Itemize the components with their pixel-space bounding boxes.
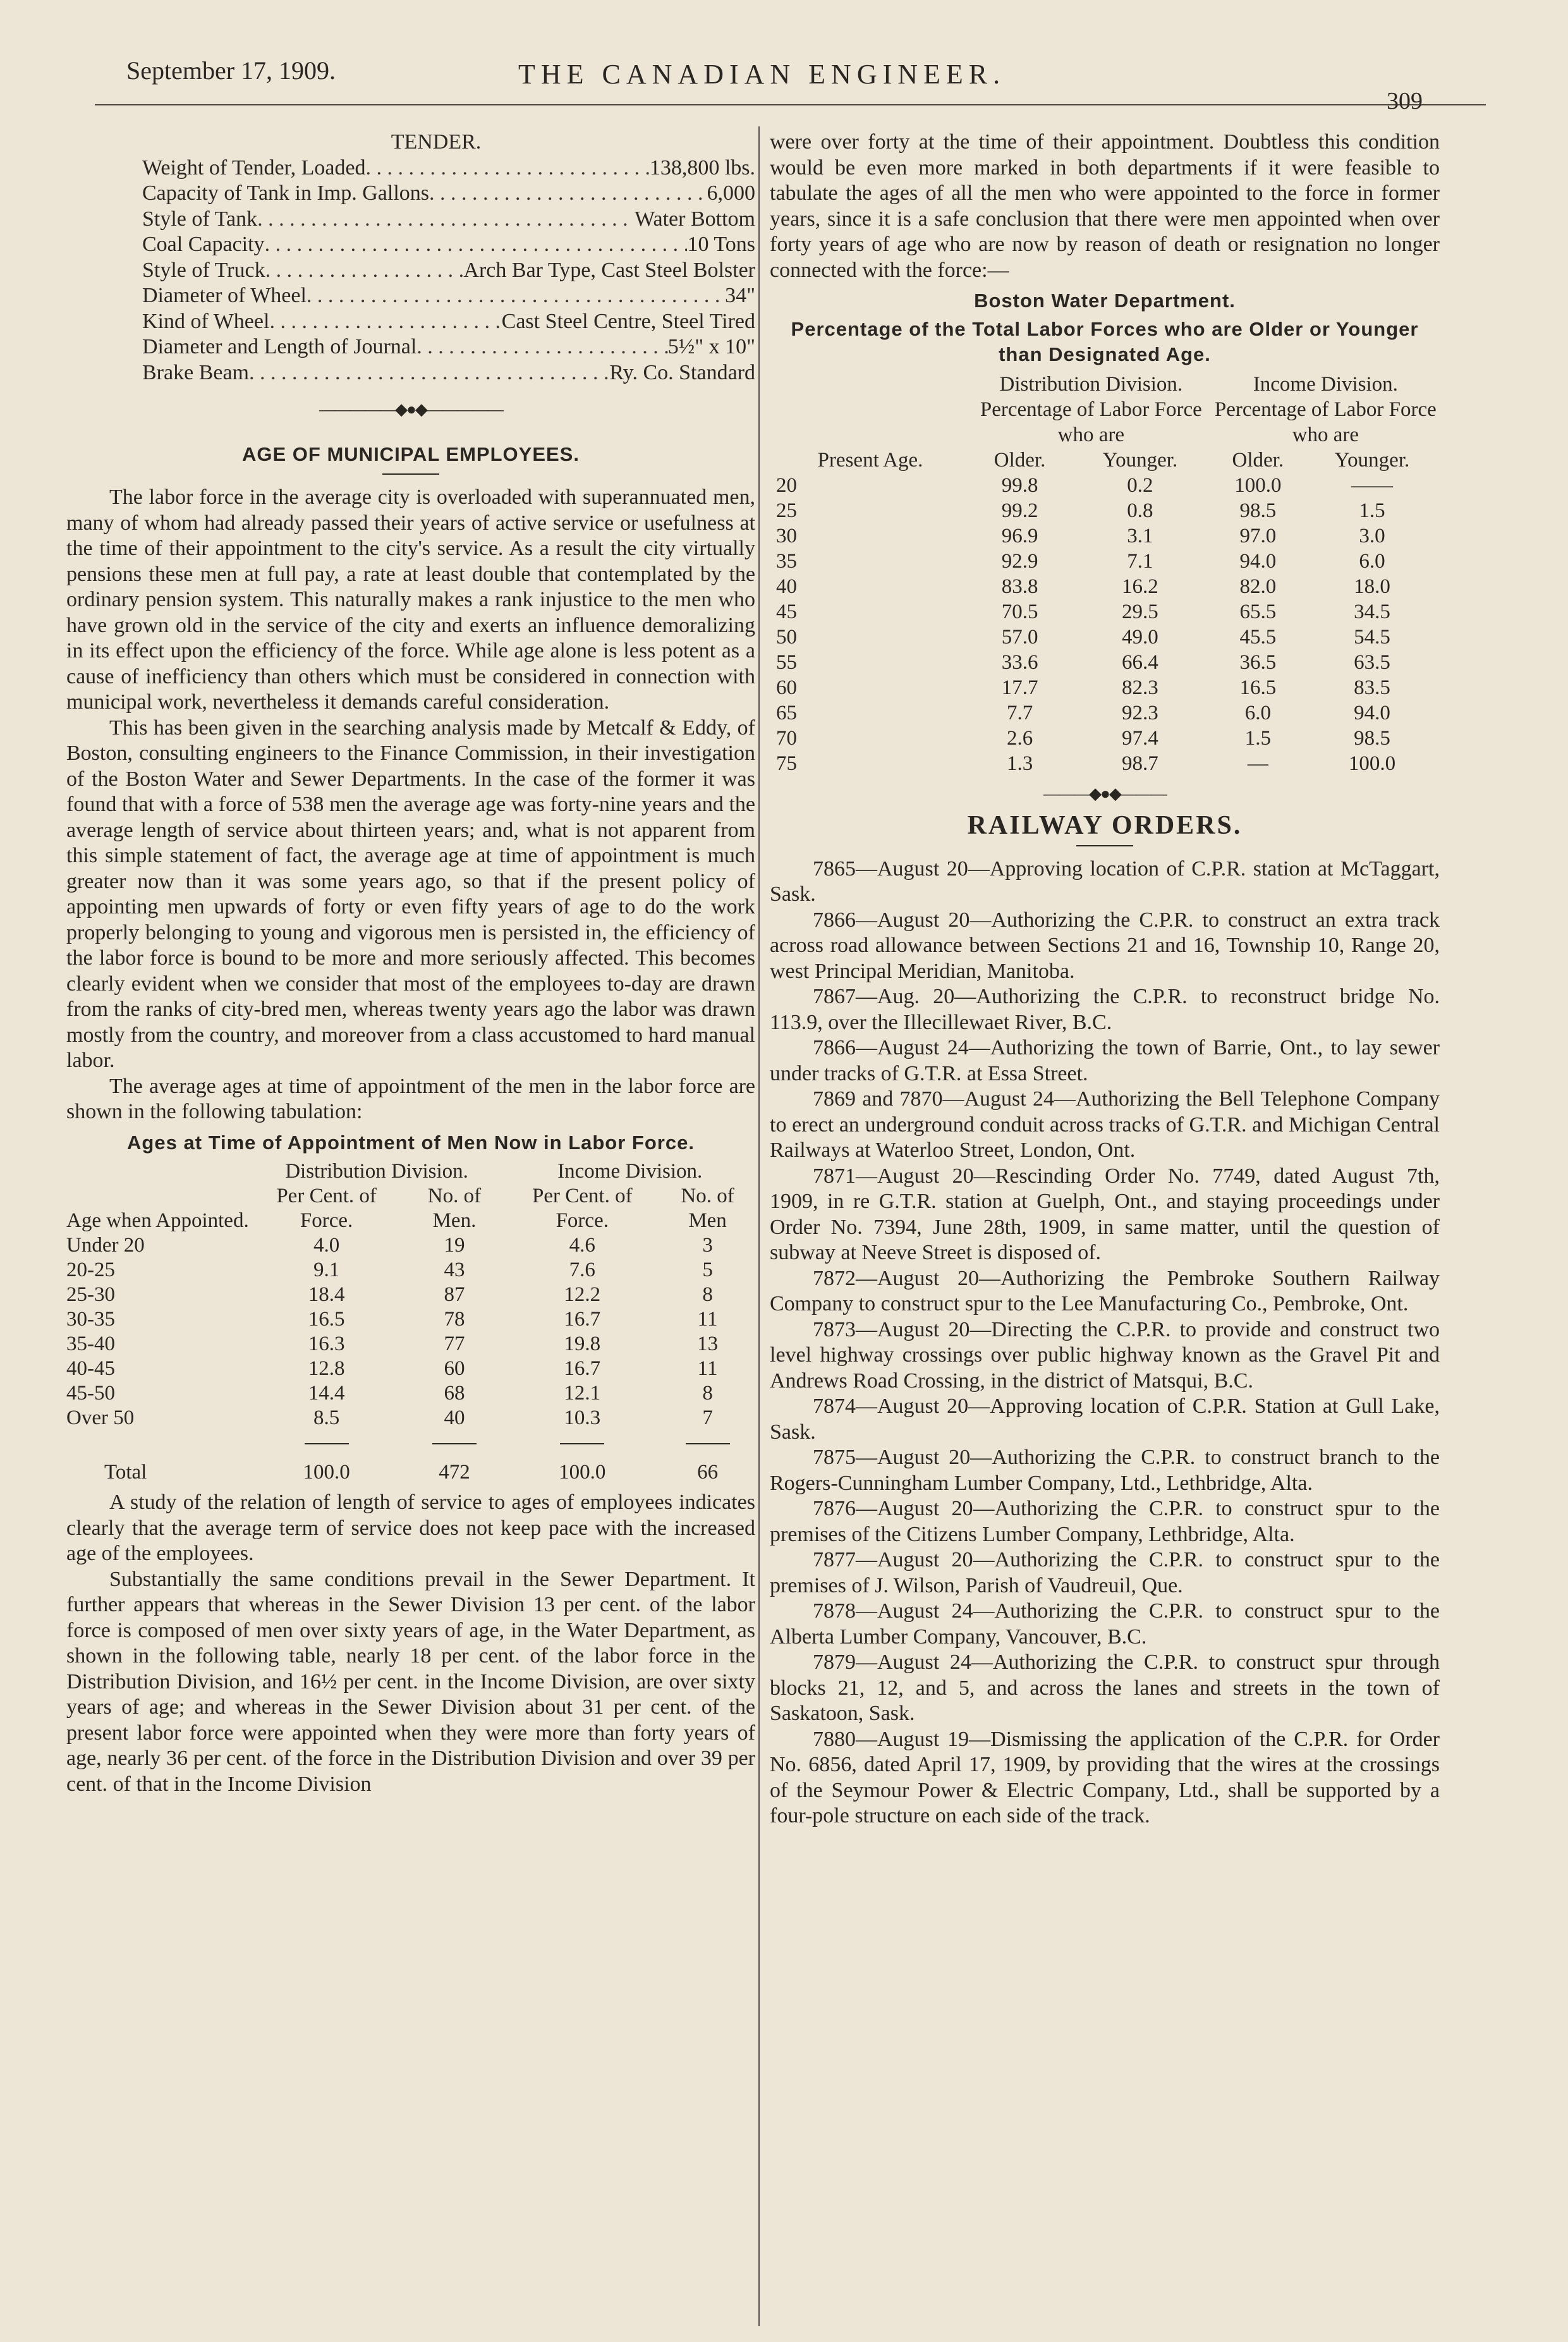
pct-value-cell: 49.0: [1122, 625, 1158, 649]
pct-value-cell: 36.5: [1239, 650, 1277, 674]
pct-value-cell: 3.1: [1127, 524, 1153, 547]
pct-value-cell: 2.6: [1006, 726, 1033, 750]
right-column: [770, 130, 1440, 1829]
dot-leader: [366, 156, 650, 181]
ages-table-col-header: [66, 1184, 755, 1233]
age-range-cell: 35-40: [66, 1333, 115, 1355]
value-cell: 68: [444, 1382, 465, 1405]
railway-order: 7865—August 20—Approving location of C.P.R. station at McTaggart, Sask.: [770, 857, 1440, 906]
ages-table: [66, 1159, 755, 1485]
article-heading: AGE OF MUNICIPAL EMPLOYEES.: [242, 442, 580, 465]
age-range-cell: 40-45: [66, 1357, 115, 1380]
value-cell: 13: [697, 1333, 719, 1355]
pct-value-cell: 33.6: [1001, 650, 1038, 674]
pct-table-row: [770, 574, 1440, 599]
total-cell: 100.0: [303, 1461, 350, 1484]
railway-order: 7873—August 20—Directing the C.P.R. to provide and construct two level highway crossings over public highway known as the Gravel Pit and Andrews Road Crossing, in the district of Matsqui, B.C.: [770, 1317, 1440, 1393]
column-divider: [758, 126, 760, 2326]
pct-value-cell: 54.5: [1354, 625, 1390, 649]
pct-value-cell: 92.9: [1001, 549, 1038, 573]
col-header-age: Age when Appointed.: [66, 1209, 249, 1232]
pct-table-row: [770, 675, 1440, 700]
value-cell: 3: [702, 1234, 713, 1257]
value-cell: 40: [444, 1406, 465, 1429]
value-cell: 16.7: [564, 1357, 601, 1380]
ages-table-rule: [66, 1430, 755, 1455]
pct-value-cell: 97.0: [1239, 524, 1277, 547]
tender-spec-row: [66, 283, 755, 309]
pct-value-cell: 92.3: [1122, 701, 1158, 724]
present-age-cell: 25: [776, 499, 797, 522]
present-age-cell: 45: [776, 600, 797, 623]
pct-value-cell: 29.5: [1122, 600, 1158, 623]
present-age-cell: 60: [776, 676, 797, 699]
age-range-cell: 30-35: [66, 1308, 115, 1331]
pct-value-cell: 45.5: [1239, 625, 1277, 649]
railway-order: 7875—August 20—Authorizing the C.P.R. to construct branch to the Rogers-Cunningham Lumber Company, Ltd., Lethbridge, Alta.: [770, 1446, 1440, 1495]
tender-spec-list: [66, 156, 755, 386]
value-cell: 7: [702, 1406, 713, 1429]
value-cell: 12.1: [564, 1382, 601, 1405]
pct-value-cell: 98.7: [1122, 752, 1158, 775]
spec-value: Arch Bar Type, Cast Steel Bolster: [463, 258, 755, 282]
publication-title: THE CANADIAN ENGINEER.: [518, 59, 1006, 90]
pct-col-header-age: Present Age.: [817, 448, 923, 472]
spec-value: 6,000: [707, 181, 755, 205]
pct-value-cell: 82.0: [1239, 575, 1277, 598]
page-number: 309: [1387, 88, 1423, 114]
railway-order: 7871—August 20—Rescinding Order No. 7749, dated August 7th, 1909, in re G.T.R. station at Guelph, Ont., and staying proceedings under Order No. 7394, June 28th, 1909, in same matter, until the question of subway at Neeve Street is disposed of.: [770, 1164, 1440, 1264]
pct-table-row: [770, 650, 1440, 675]
article-paragraph: Substantially the same conditions prevail in the Sewer Department. It further appears that whereas in the Sewer Division 13 per cent. of the labor force is composed of men over sixty years of age, in the Water Department, as shown in the following table, nearly 18 per cent. of the labor force in the Distribution Division, and 16½ per cent. in the Income Division, are over sixty years of age; and whereas in the Sewer Division about 31 per cent. of the present labor force were appointed when they were more than forty years of age, nearly 36 per cent. of the force in the Distribution Division and over 39 per cent. of that in the Income Division: [66, 1567, 755, 1796]
value-cell: 5: [702, 1259, 713, 1281]
value-cell: 16.5: [308, 1308, 345, 1331]
pct-value-cell: 65.5: [1239, 600, 1277, 623]
pct-value-cell: 1.3: [1006, 752, 1033, 775]
present-age-cell: 55: [776, 650, 797, 674]
pct-table-row: [770, 726, 1440, 751]
pct-value-cell: 6.0: [1359, 549, 1385, 573]
article-paragraph: The average ages at time of appointment of the men in the labor force are shown in the following tabulation:: [66, 1074, 755, 1123]
ornament-divider: ―――――◆●◆―――――: [319, 400, 502, 418]
page-header: [126, 51, 1473, 114]
value-cell: 14.4: [308, 1382, 345, 1405]
present-age-cell: 70: [776, 726, 797, 750]
value-cell: 8: [702, 1283, 713, 1306]
spec-value: 10 Tons: [687, 233, 755, 256]
pct-value-cell: 1.5: [1359, 499, 1385, 522]
tender-spec-row: [66, 181, 755, 207]
railway-order: 7872—August 20—Authorizing the Pembroke Southern Railway Company to construct spur to the Lee Manufacturing Co., Pembroke, Ont.: [770, 1266, 1440, 1315]
pct-value-cell: 100.0: [1234, 473, 1282, 497]
value-cell: 19: [444, 1234, 465, 1257]
age-range-cell: Under 20: [66, 1234, 145, 1257]
dot-leader: [416, 334, 667, 360]
ages-table-row: [66, 1233, 755, 1258]
pct-value-cell: 94.0: [1354, 701, 1390, 724]
pct-value-cell: 70.5: [1001, 600, 1038, 623]
col-header-men: No. of Men.: [427, 1185, 482, 1232]
value-cell: 43: [444, 1259, 465, 1281]
pct-value-cell: 99.2: [1001, 499, 1038, 522]
present-age-cell: 65: [776, 701, 797, 724]
value-cell: 11: [697, 1308, 718, 1331]
spec-label: Kind of Wheel: [142, 309, 270, 333]
value-cell: 7.6: [569, 1259, 595, 1281]
present-age-cell: 50: [776, 625, 797, 649]
total-cell: 100.0: [559, 1461, 606, 1484]
ornament-divider: ―――◆●◆―――: [1043, 784, 1166, 803]
value-cell: 16.7: [564, 1308, 601, 1331]
ages-table-row: [66, 1283, 755, 1307]
age-range-cell: 20-25: [66, 1259, 115, 1281]
ages-table-row: [66, 1357, 755, 1381]
pct-table-row: [770, 498, 1440, 523]
tender-spec-row: [66, 156, 755, 181]
dot-leader: [257, 207, 635, 233]
pct-table-row: [770, 473, 1440, 498]
pct-col-header: Older.: [994, 448, 1046, 472]
tender-spec-row: [66, 334, 755, 360]
dot-leader: [249, 360, 609, 386]
total-cell: 472: [439, 1461, 470, 1484]
total-label: Total: [104, 1461, 147, 1484]
value-cell: 12.2: [564, 1283, 601, 1306]
railway-order: 7879—August 24—Authorizing the C.P.R. to construct spur through blocks 21, 12, and 5, and across the lanes and streets in the town of Saskatoon, Sask.: [770, 1650, 1440, 1725]
dot-leader: [307, 283, 725, 309]
pct-group-header: [770, 372, 1440, 448]
pct-value-cell: 34.5: [1354, 600, 1390, 623]
pct-distribution-header: Distribution Division. Percentage of Labor Force who are: [980, 372, 1202, 446]
tender-spec-row: [66, 258, 755, 284]
article-body-continued: [66, 1490, 755, 1797]
tender-spec-row: [66, 360, 755, 386]
value-cell: 78: [444, 1308, 465, 1331]
pct-col-header: Younger.: [1102, 448, 1178, 472]
pct-table-row: [770, 751, 1440, 776]
age-range-cell: Over 50: [66, 1406, 135, 1429]
railway-order: 7874—August 20—Approving location of C.P.R. Station at Gull Lake, Sask.: [770, 1394, 1440, 1444]
article-continuation: were over forty at the time of their appointment. Doubtless this condition would be even more marked in both departments if it were feasible to tabulate the ages of all the men who were appointed to the force in former years, since it is a safe conclusion that there were men appointed when over forty years of age who are now by reason of death or resignation no longer connected with the force:—: [770, 130, 1440, 282]
pct-table-row: [770, 599, 1440, 625]
pct-value-cell: 18.0: [1354, 575, 1390, 598]
pct-value-cell: 83.5: [1354, 676, 1390, 699]
dot-leader: [265, 258, 464, 284]
railway-heading: RAILWAY ORDERS.: [967, 811, 1243, 840]
ages-table-row: [66, 1307, 755, 1332]
value-cell: 87: [444, 1283, 465, 1306]
ages-table-row: [66, 1406, 755, 1430]
heading-rule: [1076, 845, 1133, 846]
railway-order: 7866—August 20—Authorizing the C.P.R. to construct an extra track across road allowance between Sections 21 and 16, Township 10, Range 20, west Principal Meridian, Manitoba.: [770, 908, 1440, 983]
pct-value-cell: ——: [1351, 473, 1393, 497]
pct-table-row: [770, 549, 1440, 574]
dot-leader: [269, 309, 501, 335]
article-body: [66, 485, 755, 1125]
railway-order: 7866—August 24—Authorizing the town of Barrie, Ont., to lay sewer under tracks of G.T.R. at Essa Street.: [770, 1036, 1440, 1085]
ages-table-row: [66, 1332, 755, 1357]
article-paragraph: The labor force in the average city is overloaded with superannuated men, many of whom had already passed their years of active service or usefulness at the time of their appointment to the city's service. As a result the city virtually pensions these men at full pay, a rate at least double that contemplated by the ordinary pension system. This naturally makes a rank injustice to the men who have grown old in the service of the city and exerts an influence demoralizing in its effect upon the efficiency of the force. While age alone is less potent as a cause of inefficiency than others which must be considered in connection with municipal work, nevertheless it demands careful consideration.: [66, 485, 755, 714]
distribution-division-header: Distribution Division.: [285, 1160, 468, 1183]
pct-table-row: [770, 700, 1440, 726]
value-cell: 9.1: [313, 1259, 340, 1281]
railway-order: 7877—August 20—Authorizing the C.P.R. to construct spur to the premises of J. Wilson, Parish of Vaudreuil, Que.: [770, 1548, 1440, 1597]
pct-value-cell: 16.2: [1122, 575, 1158, 598]
ages-table-total: [66, 1455, 755, 1485]
ages-table-title: Ages at Time of Appointment of Men Now in Labor Force.: [127, 1131, 695, 1154]
tender-spec: [66, 130, 755, 386]
pct-value-cell: 99.8: [1001, 473, 1038, 497]
spec-value: Cast Steel Centre, Steel Tired: [501, 309, 755, 333]
pct-value-cell: 98.5: [1239, 499, 1277, 522]
tender-spec-row: [66, 309, 755, 335]
pct-income-header: Income Division. Percentage of Labor Force who are: [1214, 372, 1437, 446]
tender-spec-row: [66, 207, 755, 233]
value-cell: 12.8: [308, 1357, 345, 1380]
total-cell: 66: [697, 1461, 719, 1484]
railway-order: 7878—August 24—Authorizing the C.P.R. to construct spur to the Alberta Lumber Company, Vancouver, B.C.: [770, 1599, 1440, 1649]
spec-value: Water Bottom: [635, 207, 755, 231]
railway-order: 7880—August 19—Dismissing the application of the C.P.R. for Order No. 6856, dated April 17, 1909, by providing that the wires at the crossings of the Seymour Power & Electric Company, Ltd., shall be supported by a four-pole structure on each side of the track.: [770, 1727, 1440, 1827]
value-cell: 4.0: [313, 1234, 340, 1257]
pct-value-cell: 98.5: [1354, 726, 1390, 750]
present-age-cell: 75: [776, 752, 797, 775]
pct-value-cell: 63.5: [1354, 650, 1390, 674]
col-header-men: No. of Men: [681, 1185, 734, 1232]
value-cell: 8.5: [313, 1406, 340, 1429]
pct-value-cell: 1.5: [1244, 726, 1271, 750]
railway-order: 7867—Aug. 20—Authorizing the C.P.R. to reconstruct bridge No. 113.9, over the Illecillewaet River, B.C.: [770, 985, 1440, 1034]
pct-col-header: [770, 448, 1440, 473]
ages-table-row: [66, 1258, 755, 1283]
article-paragraph: A study of the relation of length of service to ages of employees indicates clearly that the average term of service does not keep pace with the increased age of the employees.: [66, 1491, 755, 1565]
pct-value-cell: 3.0: [1359, 524, 1385, 547]
spec-value: 34": [725, 284, 755, 307]
present-age-cell: 40: [776, 575, 797, 598]
value-cell: 4.6: [569, 1234, 595, 1257]
value-cell: 77: [444, 1333, 465, 1355]
spec-value: 5½" x 10": [667, 335, 755, 358]
age-range-cell: 25-30: [66, 1283, 115, 1306]
pct-value-cell: 57.0: [1001, 625, 1038, 649]
income-division-header: Income Division.: [557, 1160, 703, 1183]
col-header-pct: Per Cent. of Force.: [276, 1185, 377, 1232]
spec-label: Style of Truck: [142, 258, 265, 282]
pct-table-subtitle: Percentage of the Total Labor Forces who are Older or Younger than Designated Age.: [791, 317, 1419, 365]
value-cell: 8: [702, 1382, 713, 1405]
pct-value-cell: 7.7: [1006, 701, 1033, 724]
dot-leader: [265, 232, 688, 258]
present-age-cell: 35: [776, 549, 797, 573]
spec-label: Brake Beam: [142, 360, 249, 384]
value-cell: 10.3: [564, 1406, 601, 1429]
pct-value-cell: 7.1: [1127, 549, 1153, 573]
value-cell: 19.8: [564, 1333, 601, 1355]
pct-value-cell: 0.8: [1127, 499, 1153, 522]
issue-date: September 17, 1909.: [126, 56, 336, 85]
heading-rule: [382, 473, 439, 475]
value-cell: 11: [697, 1357, 718, 1380]
article-paragraph: This has been given in the searching analysis made by Metcalf & Eddy, of Boston, consulting engineers to the Finance Commission, in their investigation of the Boston Water and Sewer Departments. In the case of the former it was found that with a force of 538 men the average age was forty-nine years and the average length of service about thirteen years; and, what is not apparent from this simple statement of fact, the average age at time of appointment is much greater now than it was some years ago, so that if the present policy of appointing men upwards of forty or even fifty years of age to do the work properly belonging to young and vigorous men is persisted in, the efficiency of the labor force is bound to be more and more seriously affected. This becomes clearly evident when we consider that most of the employees to-day are drawn from the ranks of city-bred men, whereas twenty years ago the labor was drawn mostly from the country, and moreover from a class accustomed to hard manual labor.: [66, 716, 755, 1072]
value-cell: 18.4: [308, 1283, 345, 1306]
spec-label: Capacity of Tank in Imp. Gallons: [142, 181, 430, 205]
pct-value-cell: 6.0: [1244, 701, 1271, 724]
pct-value-cell: 0.2: [1127, 473, 1153, 497]
present-age-cell: 20: [776, 473, 797, 497]
value-cell: 60: [444, 1357, 465, 1380]
pct-value-cell: 100.0: [1348, 752, 1396, 775]
railway-orders-list: [770, 857, 1440, 1829]
pct-value-cell: 94.0: [1239, 549, 1277, 573]
railway-order: 7876—August 20—Authorizing the C.P.R. to construct spur to the premises of the Citizens Lumber Company, Lethbridge, Alta.: [770, 1497, 1440, 1546]
age-range-cell: 45-50: [66, 1382, 115, 1405]
spec-label: Coal Capacity: [142, 233, 265, 256]
col-header-pct: Per Cent. of Force.: [532, 1185, 633, 1232]
left-column: [66, 130, 755, 1797]
pct-value-cell: 16.5: [1239, 676, 1277, 699]
present-age-cell: 30: [776, 524, 797, 547]
ages-table-row: [66, 1381, 755, 1406]
tender-spec-row: [66, 232, 755, 258]
pct-value-cell: 66.4: [1122, 650, 1158, 674]
spec-label: Diameter and Length of Journal: [142, 335, 417, 358]
spec-value: Ry. Co. Standard: [609, 360, 755, 384]
railway-order: 7869 and 7870—August 24—Authorizing the Bell Telephone Company to erect an underground conduit across tracks of G.T.R. and Michigan Central Railways at Waterloo Street, London, Ont.: [770, 1087, 1440, 1162]
spec-label: Weight of Tender, Loaded: [142, 156, 366, 180]
pct-value-cell: 83.8: [1001, 575, 1038, 598]
value-cell: 16.3: [308, 1333, 345, 1355]
header-rule: [95, 104, 1486, 109]
ages-table-group-header: [66, 1159, 755, 1184]
pct-value-cell: 96.9: [1001, 524, 1038, 547]
pct-table-title: Boston Water Department.: [974, 290, 1236, 312]
spec-value: 138,800 lbs.: [649, 156, 755, 180]
percentage-table: [770, 372, 1440, 776]
pct-table-row: [770, 523, 1440, 549]
tender-title: TENDER.: [391, 130, 482, 154]
spec-label: Style of Tank: [142, 207, 258, 231]
spec-label: Diameter of Wheel: [142, 284, 307, 307]
pct-col-header: Older.: [1232, 448, 1284, 472]
pct-value-cell: 82.3: [1122, 676, 1158, 699]
pct-value-cell: —: [1247, 752, 1268, 775]
pct-value-cell: 17.7: [1001, 676, 1038, 699]
pct-col-header: Younger.: [1334, 448, 1410, 472]
pct-value-cell: 97.4: [1122, 726, 1158, 750]
pct-table-row: [770, 625, 1440, 650]
dot-leader: [429, 181, 707, 207]
